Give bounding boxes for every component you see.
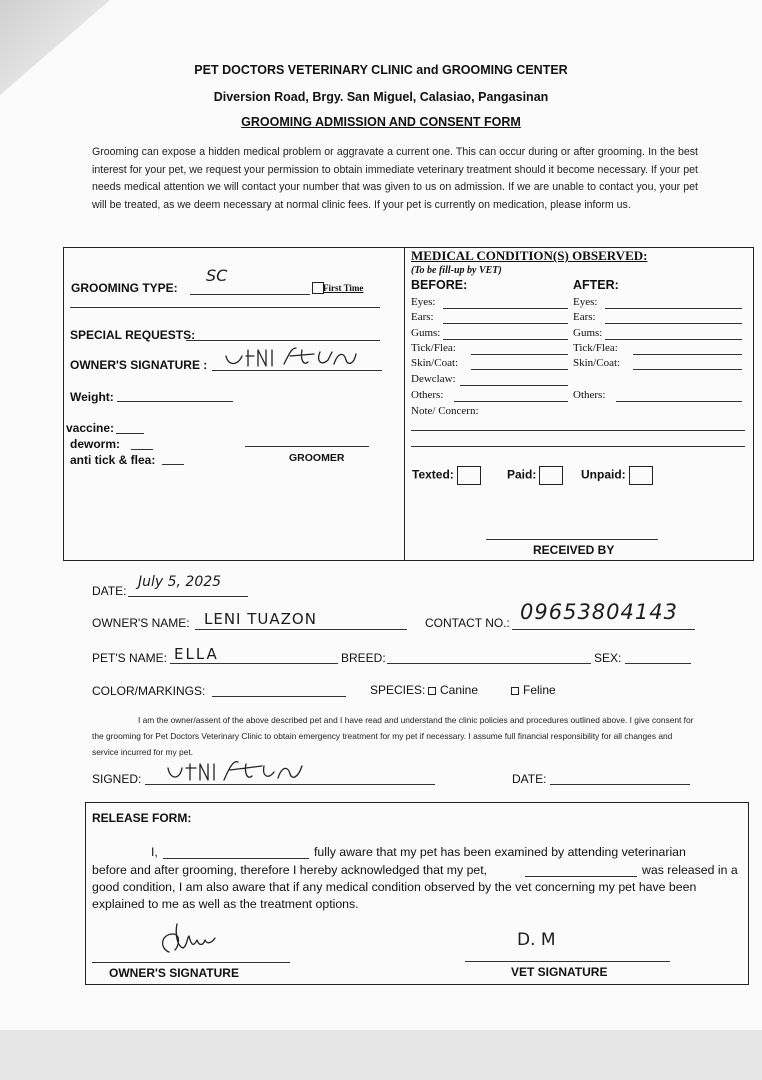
first-time-label: First Time xyxy=(323,283,364,293)
owner-sig-label: OWNER'S SIGNATURE xyxy=(109,966,239,980)
before-item-line[interactable] xyxy=(443,339,568,340)
weight-line[interactable] xyxy=(117,401,233,402)
date-label: DATE: xyxy=(92,584,127,598)
grooming-extra-line xyxy=(70,307,380,308)
note-line-2[interactable] xyxy=(411,446,745,447)
before-item-line[interactable] xyxy=(443,323,568,324)
deworm-line[interactable] xyxy=(131,449,153,450)
canine-checkbox[interactable] xyxy=(428,687,436,695)
texted-text: Texted: xyxy=(412,467,454,482)
vet-sig-value[interactable]: D. M xyxy=(517,930,556,950)
grooming-type-label: GROOMING TYPE: xyxy=(71,281,178,295)
scanner-bed xyxy=(0,1030,762,1080)
owner-name-line[interactable] xyxy=(195,629,407,630)
unpaid-label xyxy=(581,466,653,485)
after-item-line[interactable] xyxy=(633,369,742,370)
grooming-type-value[interactable]: SC xyxy=(206,266,228,285)
date-line[interactable] xyxy=(128,596,248,597)
before-label: BEFORE: xyxy=(411,278,468,292)
after-item-line[interactable] xyxy=(605,323,742,324)
unpaid-text: Unpaid: xyxy=(581,467,626,482)
owner-sig-line[interactable] xyxy=(92,962,290,963)
deworm-label: deworm: xyxy=(70,437,121,451)
before-item-line[interactable] xyxy=(443,308,568,309)
paid-checkbox[interactable] xyxy=(539,466,563,485)
release-line-2a: before and after grooming, therefore I hereby acknowledged that my pet, xyxy=(92,863,488,877)
special-requests-label: SPECIAL REQUESTS: xyxy=(70,328,196,342)
release-line-3: good condition, I am also aware that if any medical condition observed by the vet concerning my pet have been xyxy=(92,880,697,894)
breed-label: BREED: xyxy=(341,651,386,665)
before-item-line[interactable] xyxy=(460,385,568,386)
special-requests-line[interactable] xyxy=(186,340,380,341)
medical-title: MEDICAL CONDITION(S) OBSERVED: xyxy=(411,248,648,263)
color-label: COLOR/MARKINGS: xyxy=(92,684,206,698)
after-item-label: Others: xyxy=(573,389,606,401)
pet-name-value[interactable]: ELLA xyxy=(174,645,219,663)
owner-signature-mark xyxy=(224,344,364,372)
note-line-1[interactable] xyxy=(411,430,745,431)
received-by-label: RECEIVED BY xyxy=(533,543,615,557)
paid-text: Paid: xyxy=(507,467,537,482)
consent-paragraph: I am the owner/assent of the above described pet and I have read and understand the clinic policies and procedures outlined above. I give consent for the grooming for Pet Doctors Veterinary Clinic to obtain emergency treatment for my pet if necessary. I assume full financial responsibility for all changes and service incurred for my pet. xyxy=(92,715,694,757)
release-line-2b: was released in a xyxy=(642,863,738,877)
sex-line[interactable] xyxy=(625,663,691,664)
contact-label: CONTACT NO.: xyxy=(425,616,510,630)
medical-subtitle: (To be fill-up by VET) xyxy=(411,265,502,276)
texted-checkbox[interactable] xyxy=(457,466,481,485)
before-item-line[interactable] xyxy=(471,369,568,370)
after-item-line[interactable] xyxy=(616,401,742,402)
intro-paragraph: Grooming can expose a hidden medical problem or aggravate a current one. This can occur during or after grooming. In the best interest for your pet, we request your permission to obtain immediate veterinary treatment should it become necessary. If your pet needs medical attention we will contact your number that was given to us on admission. If we are unable to contact you, your pet will be treated, as we deem necessary at normal clinic fees. If your pet is currently on medication, please inform us. xyxy=(92,146,698,211)
grooming-type-line xyxy=(190,294,310,295)
form-title: GROOMING ADMISSION AND CONSENT FORM xyxy=(241,115,521,129)
after-item-line[interactable] xyxy=(605,339,742,340)
breed-line[interactable] xyxy=(387,663,591,664)
after-item-label: Ears: xyxy=(573,311,596,323)
date2-line[interactable] xyxy=(550,784,690,785)
release-line-1: fully aware that my pet has been examined by attending veterinarian xyxy=(314,845,686,859)
after-item-label: Skin/Coat: xyxy=(573,357,621,369)
sex-label: SEX: xyxy=(594,651,622,665)
before-item-line[interactable] xyxy=(454,401,568,402)
before-item-line[interactable] xyxy=(471,354,568,355)
release-pet-line[interactable] xyxy=(525,876,637,877)
after-item-label: Eyes: xyxy=(573,296,598,308)
after-item-line[interactable] xyxy=(605,308,742,309)
antitick-line[interactable] xyxy=(162,464,184,465)
signed-mark xyxy=(166,758,306,786)
before-item-label: Ears: xyxy=(411,311,434,323)
clinic-address: Diversion Road, Brgy. San Miguel, Calasiao, Pangasinan xyxy=(213,90,549,104)
date2-label: DATE: xyxy=(512,772,547,786)
release-name-line[interactable] xyxy=(163,858,309,859)
after-item-line[interactable] xyxy=(633,354,742,355)
received-by-line[interactable] xyxy=(486,539,658,540)
release-line-4: explained to me as well as the treatment options. xyxy=(92,897,359,911)
contact-line[interactable] xyxy=(512,629,695,630)
before-item-label: Dewclaw: xyxy=(411,373,456,385)
panel-divider xyxy=(404,247,405,561)
vet-sig-label: VET SIGNATURE xyxy=(511,965,608,979)
contact-value[interactable]: 09653804143 xyxy=(520,600,678,624)
owner-name-label: OWNER'S NAME: xyxy=(92,616,190,630)
date-value[interactable]: July 5, 2025 xyxy=(138,574,222,590)
owner-signature-label: OWNER'S SIGNATURE : xyxy=(70,358,208,372)
feline-label: Feline xyxy=(523,683,556,697)
groomer-label: GROOMER xyxy=(289,452,345,464)
texted-label xyxy=(412,466,481,485)
groomer-line[interactable] xyxy=(245,446,369,447)
antitick-label: anti tick & flea: xyxy=(70,453,156,467)
release-i: I, xyxy=(151,845,158,859)
before-item-label: Others: xyxy=(411,389,444,401)
owner-signature-scribble xyxy=(155,920,225,956)
clinic-name: PET DOCTORS VETERINARY CLINIC and GROOMING CENTER xyxy=(194,63,568,77)
note-label: Note/ Concern: xyxy=(411,405,479,417)
vaccine-line[interactable] xyxy=(116,433,144,434)
vet-sig-line[interactable] xyxy=(465,961,670,962)
before-item-label: Eyes: xyxy=(411,296,436,308)
pet-name-label: PET'S NAME: xyxy=(92,651,167,665)
after-item-label: Tick/Flea: xyxy=(573,342,618,354)
after-item-label: Gums: xyxy=(573,327,603,339)
release-title: RELEASE FORM: xyxy=(92,811,192,825)
signed-label: SIGNED: xyxy=(92,772,142,786)
pet-name-line[interactable] xyxy=(170,663,338,664)
color-line[interactable] xyxy=(212,696,346,697)
species-label: SPECIES: xyxy=(370,683,426,697)
before-item-label: Skin/Coat: xyxy=(411,357,459,369)
weight-label: Weight: xyxy=(70,390,114,404)
before-item-label: Tick/Flea: xyxy=(411,342,456,354)
canine-label: Canine xyxy=(440,683,479,697)
vaccine-label: vaccine: xyxy=(66,421,115,435)
after-label: AFTER: xyxy=(573,278,619,292)
unpaid-checkbox[interactable] xyxy=(629,466,653,485)
paid-label xyxy=(507,466,563,485)
owner-name-value[interactable]: LENI TUAZON xyxy=(204,610,317,628)
feline-checkbox[interactable] xyxy=(511,687,519,695)
before-item-label: Gums: xyxy=(411,327,441,339)
